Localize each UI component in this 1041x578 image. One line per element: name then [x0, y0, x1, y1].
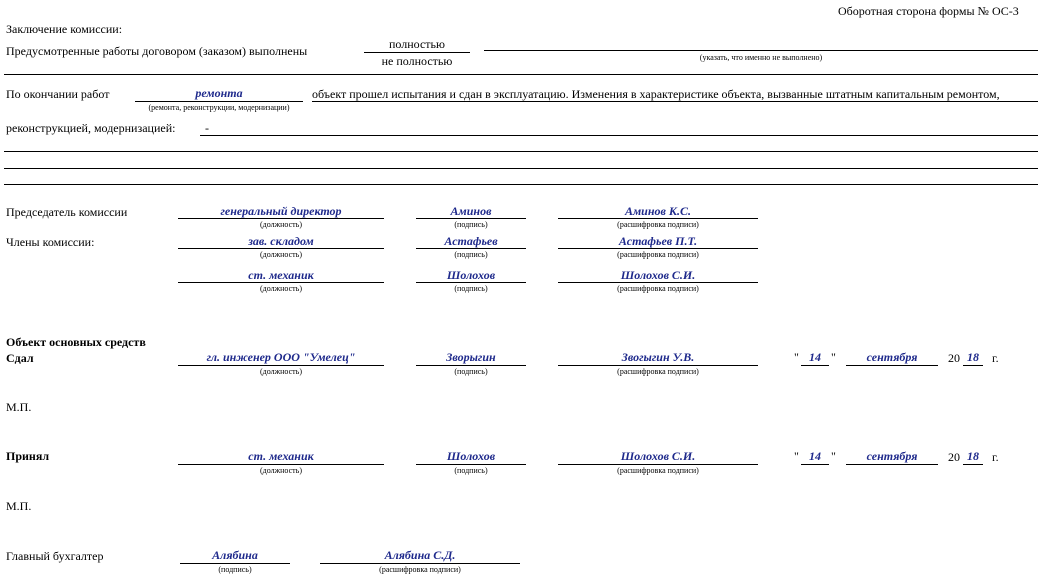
stamp-1: М.П.	[6, 400, 32, 414]
object-label: Объект основных средств	[6, 335, 146, 349]
gave-decoding: Звогыгин У.В.	[621, 350, 695, 364]
chair-signature: Аминов	[450, 204, 492, 218]
received-decoding: Шолохов С.И.	[620, 449, 696, 463]
members-label: Члены комиссии:	[6, 235, 95, 249]
member2-signature: Шолохов	[446, 268, 496, 282]
changes-line-3	[4, 168, 1038, 169]
option-partial: не полностью	[381, 54, 453, 68]
gave-decoding-caption: (расшифровка подписи)	[617, 367, 699, 376]
work-type-caption: (ремонта, реконструкции, модернизации)	[148, 103, 290, 112]
changes-line-4	[4, 184, 1038, 185]
gave-year-unit: г.	[992, 351, 999, 365]
gave-month: сентября	[866, 350, 918, 364]
chair-position: генеральный директор	[220, 204, 342, 218]
stamp-2: М.П.	[6, 499, 32, 513]
form-title: Оборотная сторона формы № ОС-3	[838, 4, 1019, 18]
gave-day: 14	[809, 350, 821, 364]
gave-position: гл. инженер ООО "Умелец"	[206, 350, 356, 364]
gave-year-suffix: 18	[967, 350, 979, 364]
gave-year-prefix: 20	[948, 351, 960, 365]
work-type-value: ремонта	[195, 86, 243, 100]
completion-label: По окончании работ	[6, 87, 110, 101]
accountant-label: Главный бухгалтер	[6, 549, 104, 563]
chair-decoding-caption: (расшифровка подписи)	[617, 220, 699, 229]
option-full: полностью	[389, 37, 445, 51]
section-divider	[4, 74, 1038, 75]
accountant-signature-caption: (подпись)	[218, 565, 252, 574]
chair-signature-caption: (подпись)	[454, 220, 488, 229]
received-signature: Шолохов	[446, 449, 496, 463]
member2-signature-caption: (подпись)	[454, 284, 488, 293]
chair-label: Председатель комиссии	[6, 205, 128, 219]
changes-value: -	[205, 121, 209, 135]
member2-position: ст. механик	[248, 268, 314, 282]
chair-decoding: Аминов К.С.	[624, 204, 692, 218]
accountant-decoding: Алябина С.Д.	[384, 548, 456, 562]
received-year-unit: г.	[992, 450, 999, 464]
member1-position-caption: (должность)	[260, 250, 302, 259]
member1-signature-caption: (подпись)	[454, 250, 488, 259]
partial-line	[484, 50, 1038, 51]
member2-decoding: Шолохов С.И.	[620, 268, 696, 282]
conclusion-heading: Заключение комиссии:	[6, 22, 123, 36]
member1-decoding: Астафьев П.Т.	[618, 234, 698, 248]
received-year-prefix: 20	[948, 450, 960, 464]
work-type-line	[135, 101, 303, 102]
gave-signature-caption: (подпись)	[454, 367, 488, 376]
changes-line-1	[200, 135, 1038, 136]
completion-text-1: объект прошел испытания и сдан в эксплуатацию. Изменения в характеристике объекта, вызванные штатным капитальным ремонтом,	[312, 87, 1000, 101]
received-position-caption: (должность)	[260, 466, 302, 475]
accountant-decoding-caption: (расшифровка подписи)	[379, 565, 461, 574]
member1-signature: Астафьев	[444, 234, 498, 248]
accountant-signature: Алябина	[212, 548, 258, 562]
received-year-suffix: 18	[967, 449, 979, 463]
completion-line-1	[312, 101, 1038, 102]
received-decoding-caption: (расшифровка подписи)	[617, 466, 699, 475]
member2-position-caption: (должность)	[260, 284, 302, 293]
gave-signature: Зворыгин	[446, 350, 496, 364]
chair-position-caption: (должность)	[260, 220, 302, 229]
member1-decoding-caption: (расшифровка подписи)	[617, 250, 699, 259]
option-divider	[364, 52, 470, 53]
changes-line-2	[4, 151, 1038, 152]
received-signature-caption: (подпись)	[454, 466, 488, 475]
gave-position-caption: (должность)	[260, 367, 302, 376]
received-label: Принял	[6, 449, 50, 463]
partial-note: (указать, что именно не выполнено)	[699, 53, 823, 62]
works-label: Предусмотренные работы договором (заказом) выполнены	[6, 44, 308, 58]
gave-label: Сдал	[6, 351, 34, 365]
completion-text-2: реконструкцией, модернизацией:	[6, 121, 176, 135]
received-position: ст. механик	[248, 449, 314, 463]
member2-decoding-caption: (расшифровка подписи)	[617, 284, 699, 293]
received-day: 14	[809, 449, 821, 463]
member1-position: зав. складом	[248, 234, 314, 248]
received-month: сентября	[866, 449, 918, 463]
